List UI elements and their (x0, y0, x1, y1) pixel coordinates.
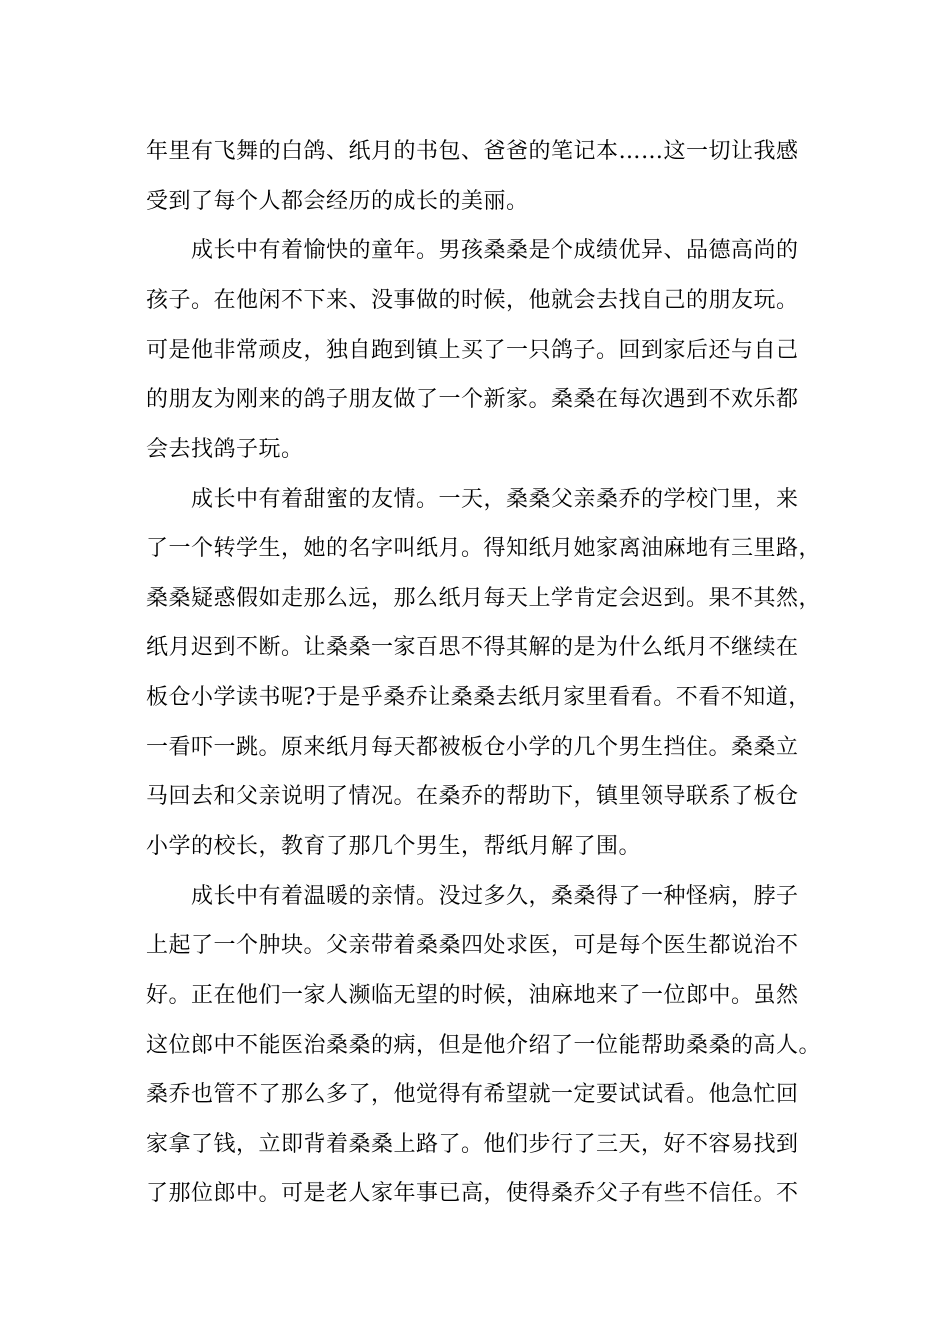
text-line: 家拿了钱，立即背着桑桑上路了。他们步行了三天，好不容易找到 (146, 1132, 799, 1157)
text-line: 会去找鸽子玩。 (146, 437, 304, 462)
text-line: 的朋友为刚来的鸽子朋友做了一个新家。桑桑在每次遇到不欢乐都 (146, 387, 799, 412)
text-line: 可是他非常顽皮，独自跑到镇上买了一只鸽子。回到家后还与自己 (146, 338, 799, 363)
text-line: 桑桑疑惑假如走那么远，那么纸月每天上学肯定会迟到。果不其然， (146, 586, 822, 611)
text-line: 小学的校长，教育了那几个男生，帮纸月解了围。 (146, 834, 642, 859)
text-line: 桑乔也管不了那么多了，他觉得有希望就一定要试试看。他急忙回 (146, 1082, 799, 1107)
paragraph-first-line: 成长中有着愉快的童年。男孩桑桑是个成绩优异、品德高尚的 (191, 238, 799, 263)
text-line: 好。正在他们一家人濒临无望的时候，油麻地来了一位郎中。虽然 (146, 983, 799, 1008)
text-line: 马回去和父亲说明了情况。在桑乔的帮助下，镇里领导联系了板仓 (146, 784, 799, 809)
text-line: 板仓小学读书呢?于是乎桑乔让桑桑去纸月家里看看。不看不知道， (146, 685, 811, 710)
paragraph-first-line: 成长中有着温暖的亲情。没过多久，桑桑得了一种怪病，脖子 (191, 884, 799, 909)
text-line: 了一个转学生，她的名字叫纸月。得知纸月她家离油麻地有三里路， (146, 536, 822, 561)
text-line: 了那位郎中。可是老人家年事已高，使得桑乔父子有些不信任。不 (146, 1181, 799, 1206)
text-line: 一看吓一跳。原来纸月每天都被板仓小学的几个男生挡住。桑桑立 (146, 735, 799, 760)
text-line: 受到了每个人都会经历的成长的美丽。 (146, 189, 529, 214)
text-line: 年里有飞舞的白鸽、纸月的书包、爸爸的笔记本……这一切让我感 (146, 139, 799, 164)
text-line: 上起了一个肿块。父亲带着桑桑四处求医，可是每个医生都说治不 (146, 933, 799, 958)
text-line: 孩子。在他闲不下来、没事做的时候，他就会去找自己的朋友玩。 (146, 288, 799, 313)
text-line: 纸月迟到不断。让桑桑一家百思不得其解的是为什么纸月不继续在 (146, 635, 799, 660)
paragraph-first-line: 成长中有着甜蜜的友情。一天，桑桑父亲桑乔的学校门里，来 (191, 487, 799, 512)
text-line: 这位郎中不能医治桑桑的病，但是他介绍了一位能帮助桑桑的高人。 (146, 1033, 822, 1058)
